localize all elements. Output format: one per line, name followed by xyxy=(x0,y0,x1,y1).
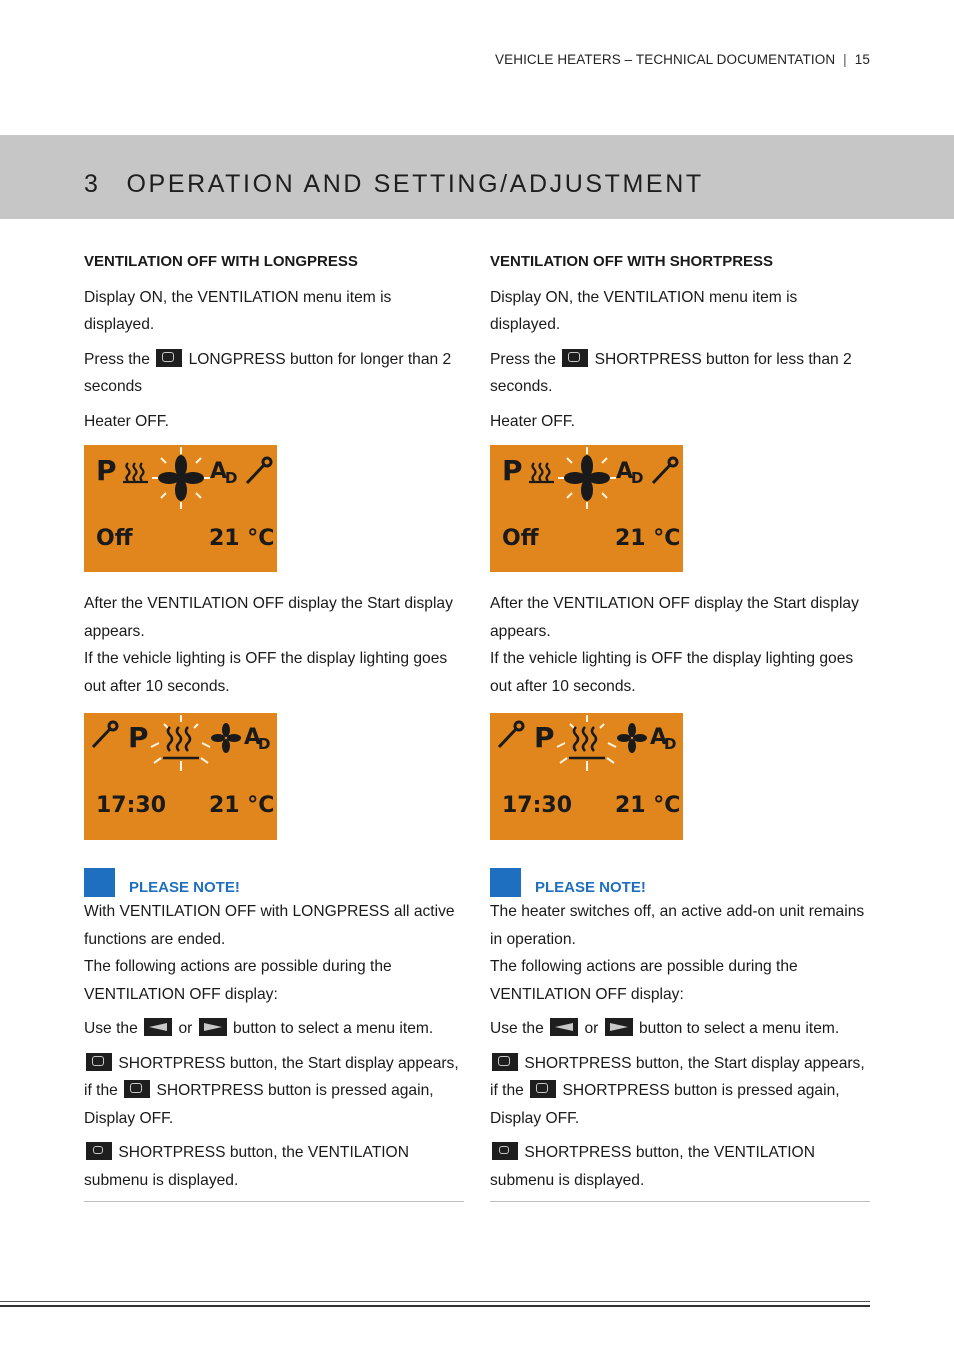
right-column xyxy=(490,248,870,1202)
lcd-display-ventilation-off xyxy=(84,445,277,572)
paragraph: Use the or button to select a menu item. xyxy=(84,1020,434,1037)
lcd-p-symbol: P xyxy=(96,454,117,487)
paragraph: Use the or button to select a menu item. xyxy=(490,1020,840,1037)
note-box xyxy=(490,868,870,898)
note-label: PLEASE NOTE! xyxy=(535,879,646,896)
footer-rule xyxy=(0,1301,870,1302)
lcd-status: Off xyxy=(96,526,133,551)
lcd-ad-sub: D xyxy=(258,735,271,753)
menu-button-icon xyxy=(86,1053,112,1071)
paragraph: Press the LONGPRESS button for longer than 2 seconds xyxy=(84,350,452,395)
lcd-status: Off xyxy=(502,526,539,551)
paragraph: SHORTPRESS button, the VENTILATION submenu is displayed. xyxy=(84,1144,409,1189)
menu-button-icon xyxy=(124,1080,150,1098)
right-arrow-button-icon xyxy=(199,1018,227,1036)
paragraph: SHORTPRESS button, the Start display appears, if the SHORTPRESS button is pressed again, Display OFF. xyxy=(84,1054,459,1127)
lcd-temperature: 21 °C xyxy=(209,526,275,551)
running-header: VEHICLE HEATERS – TECHNICAL DOCUMENTATION | 15 xyxy=(495,52,870,67)
note-square xyxy=(490,868,521,897)
paragraph: Display ON, the VENTILATION menu item is displayed. xyxy=(84,288,392,333)
lcd-ad-symbol: A xyxy=(244,725,262,750)
footer-rule xyxy=(0,1305,870,1307)
paragraph: The following actions are possible during the VENTILATION OFF display: xyxy=(490,958,798,1003)
lcd-time: 17:30 xyxy=(96,793,167,818)
ok-button-icon xyxy=(86,1142,112,1160)
lcd-display-start xyxy=(490,713,683,840)
chapter-title-text: OPERATION AND SETTING/ADJUSTMENT xyxy=(126,170,704,198)
lcd-temperature: 21 °C xyxy=(615,793,681,818)
chapter-number: 3 xyxy=(84,170,101,198)
lcd-ad-symbol: A xyxy=(650,725,668,750)
lcd-p-symbol: P xyxy=(534,721,555,754)
chapter-title xyxy=(84,170,704,199)
lcd-ad-sub: D xyxy=(225,469,238,487)
lcd-time: 17:30 xyxy=(502,793,573,818)
paragraph: Press the SHORTPRESS button for less than 2 seconds. xyxy=(490,350,852,395)
lcd-display-start xyxy=(84,713,277,840)
menu-button-icon xyxy=(562,349,588,367)
menu-button-icon xyxy=(492,1053,518,1071)
paragraph: The heater switches off, an active add-on unit remains in operation. xyxy=(490,903,865,948)
lcd-p-symbol: P xyxy=(128,721,149,754)
paragraph: Display ON, the VENTILATION menu item is displayed. xyxy=(490,288,798,333)
note-square xyxy=(84,868,115,897)
column-rule xyxy=(84,1201,464,1202)
paragraph: After the VENTILATION OFF display the Start display appears. xyxy=(490,595,859,640)
menu-button-icon xyxy=(156,349,182,367)
lcd-p-symbol: P xyxy=(502,454,523,487)
ok-button-icon xyxy=(492,1142,518,1160)
lcd-temperature: 21 °C xyxy=(615,526,681,551)
paragraph: If the vehicle lighting is OFF the display lighting goes out after 10 seconds. xyxy=(84,650,448,695)
paragraph: After the VENTILATION OFF display the Start display appears. xyxy=(84,595,453,640)
lcd-ad-symbol: A xyxy=(616,459,634,484)
menu-button-icon xyxy=(530,1080,556,1098)
lcd-temperature: 21 °C xyxy=(209,793,275,818)
doc-title: VEHICLE HEATERS – TECHNICAL DOCUMENTATION xyxy=(495,52,836,67)
section-heading: VENTILATION OFF WITH LONGPRESS xyxy=(84,253,358,270)
paragraph: If the vehicle lighting is OFF the display lighting goes out after 10 seconds. xyxy=(490,650,854,695)
paragraph: SHORTPRESS button, the VENTILATION submenu is displayed. xyxy=(490,1144,815,1189)
paragraph: Heater OFF. xyxy=(84,412,169,430)
right-arrow-button-icon xyxy=(605,1018,633,1036)
lcd-ad-sub: D xyxy=(664,735,677,753)
column-rule xyxy=(490,1201,870,1202)
section-heading: VENTILATION OFF WITH SHORTPRESS xyxy=(490,253,774,270)
note-label: PLEASE NOTE! xyxy=(129,879,240,896)
left-arrow-button-icon xyxy=(144,1018,172,1036)
note-box xyxy=(84,868,464,898)
paragraph: Heater OFF. xyxy=(490,412,575,430)
paragraph: With VENTILATION OFF with LONGPRESS all active functions are ended. xyxy=(84,903,455,948)
page-number: 15 xyxy=(854,52,870,67)
paragraph: The following actions are possible during the VENTILATION OFF display: xyxy=(84,958,392,1003)
lcd-display-ventilation-off xyxy=(490,445,683,572)
lcd-ad-symbol: A xyxy=(210,459,228,484)
left-arrow-button-icon xyxy=(550,1018,578,1036)
paragraph: SHORTPRESS button, the Start display appears, if the SHORTPRESS button is pressed again, Display OFF. xyxy=(490,1054,865,1127)
lcd-ad-sub: D xyxy=(631,469,644,487)
left-column xyxy=(84,248,464,1202)
